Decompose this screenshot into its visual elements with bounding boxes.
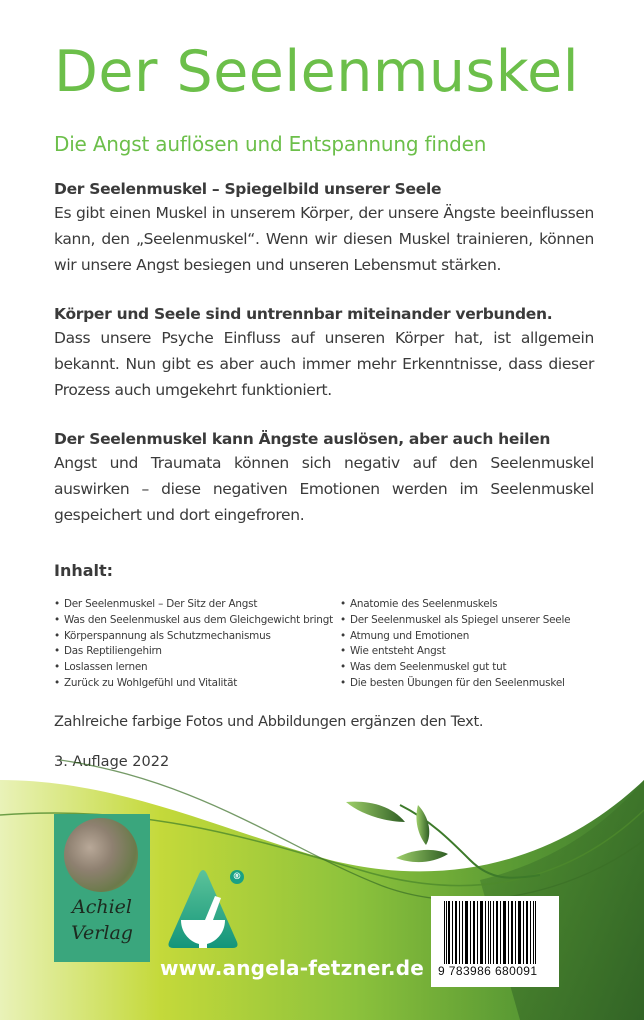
contents-item: • Zurück zu Wohlgefühl und Vitalität: [54, 676, 333, 692]
section-body: Angst und Traumata können sich negativ auf den Seelenmuskel auswirken – diese negativen Emotionen werden im Seelenmuskel gespeichert und dort eingefroren.: [54, 454, 594, 524]
contents-heading: Inhalt:: [54, 561, 114, 580]
contents-item: • Das Reptiliengehirn: [54, 644, 333, 660]
contents-item: • Was dem Seelenmuskel gut tut: [340, 660, 570, 676]
mortar-pestle-triangle-icon: [167, 868, 239, 950]
publisher-logo: [54, 814, 150, 962]
contents-item: • Der Seelenmuskel als Spiegel unserer Seele: [340, 613, 570, 629]
isbn-number: 9 783986 680091: [438, 964, 538, 978]
section-heading: Körper und Seele sind untrennbar miteinander verbunden.: [54, 305, 553, 323]
isbn-barcode: [431, 896, 559, 987]
donkey-portrait-icon: [64, 818, 138, 892]
blurb-section-2: [54, 303, 594, 403]
book-title: Der Seelenmuskel: [54, 39, 580, 105]
edition-label: 3. Auflage 2022: [54, 754, 170, 770]
blurb-section-3: [54, 428, 594, 528]
section-body: Dass unsere Psyche Einfluss auf unseren Körper hat, ist allgemein bekannt. Nun gibt es aber auch immer mehr Erkenntnisse, dass dieser Prozess auch umgekehrt funktioniert.: [54, 329, 594, 399]
website-url[interactable]: www.angela-fetzner.de: [160, 956, 424, 980]
contents-item: • Anatomie des Seelenmuskels: [340, 597, 570, 613]
blurb-section-1: [54, 178, 594, 278]
contents-item: • Der Seelenmuskel – Der Sitz der Angst: [54, 597, 333, 613]
contents-item: • Körperspannung als Schutzmechanismus: [54, 629, 333, 645]
section-heading: Der Seelenmuskel kann Ängste auslösen, aber auch heilen: [54, 430, 551, 448]
contents-item: • Was den Seelenmuskel aus dem Gleichgewicht bringt: [54, 613, 333, 629]
section-body: Es gibt einen Muskel in unserem Körper, der unsere Ängste beeinflussen kann, den „Seelenmuskel“. Wenn wir diesen Muskel trainieren, können wir unsere Angst besiegen und unseren Lebensmut stärken.: [54, 204, 594, 274]
book-subtitle: Die Angst auflösen und Entspannung finden: [54, 132, 487, 156]
registered-mark: ®: [230, 870, 244, 884]
illustrations-note: Zahlreiche farbige Fotos und Abbildungen ergänzen den Text.: [54, 714, 484, 730]
contents-item: • Loslassen lernen: [54, 660, 333, 676]
contents-item: • Die besten Übungen für den Seelenmuskel: [340, 676, 570, 692]
publisher-name: Achiel Verlag: [71, 896, 133, 944]
contents-item: • Atmung und Emotionen: [340, 629, 570, 645]
contents-list-right: [340, 597, 570, 692]
contents-item: • Wie entsteht Angst: [340, 644, 570, 660]
section-heading: Der Seelenmuskel – Spiegelbild unserer Seele: [54, 180, 442, 198]
barcode-bars-icon: [444, 901, 538, 973]
contents-list-left: [54, 597, 333, 692]
